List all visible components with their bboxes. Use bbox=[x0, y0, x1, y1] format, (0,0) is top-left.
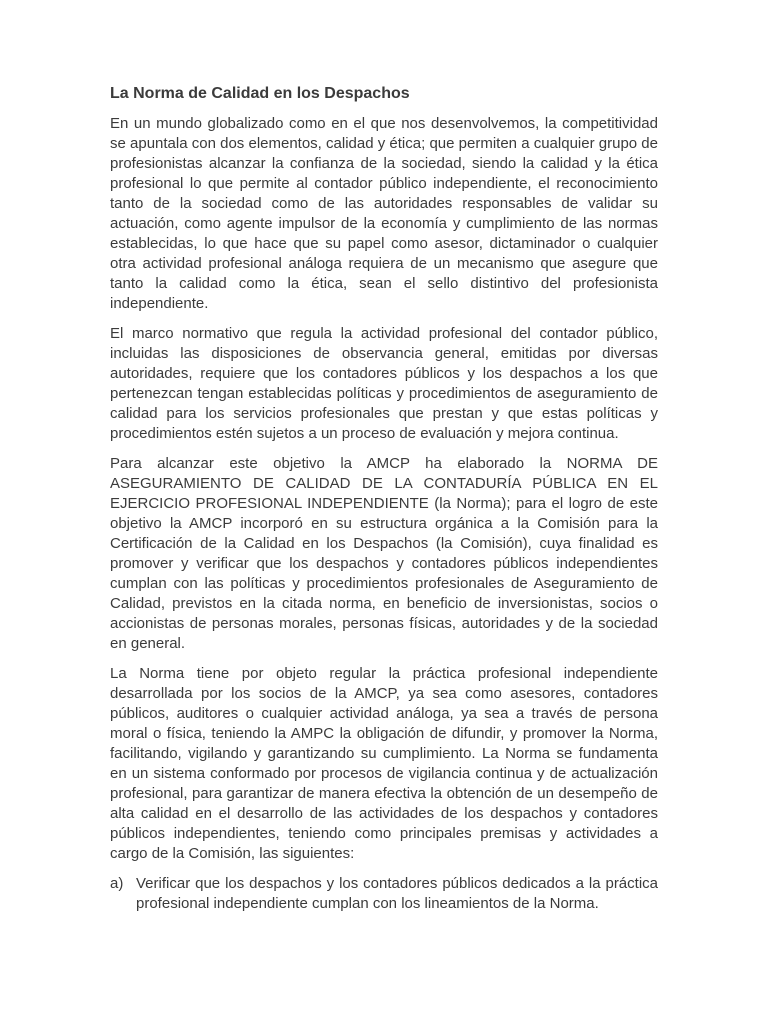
paragraph-2: El marco normativo que regula la actividad profesional del contador público, incluidas las disposiciones de observancia general, emitidas por diversas autoridades, requiere que los contadores públicos y los despachos a los que pertenezcan tengan establecidas políticas y procedimientos de aseguramiento de calidad para los servicios profesionales que prestan y que estas políticas y procedimientos estén sujetos a un proceso de evaluación y mejora continua. bbox=[110, 325, 658, 442]
list-item-a-text: Verificar que los despachos y los contadores públicos dedicados a la práctica profesional independiente cumplan con los lineamientos de la Norma. bbox=[136, 875, 658, 912]
document-title: La Norma de Calidad en los Despachos bbox=[110, 85, 410, 102]
paragraph-4: La Norma tiene por objeto regular la práctica profesional independiente desarrollada por los socios de la AMCP, ya sea como asesores, contadores públicos, auditores o cualquier actividad análoga, ya sea a través de persona moral o física, teniendo la AMPC la obligación de difundir, y promover la Norma, facilitando, vigilando y garantizando su cumplimiento. La Norma se fundamenta en un sistema conformado por procesos de vigilancia continua y de actualización profesional, para garantizar de manera efectiva la obtención de un desempeño de alta calidad en el desarrollo de las actividades de los despachos y contadores públicos independientes, teniendo como principales premisas y actividades a cargo de la Comisión, las siguientes: bbox=[110, 665, 658, 862]
paragraph-3: Para alcanzar este objetivo la AMCP ha elaborado la NORMA DE ASEGURAMIENTO DE CALIDAD DE LA CONTADURÍA PÚBLICA EN EL EJERCICIO PROFESIONAL INDEPENDIENTE (la Norma); para el logro de este objetivo la AMCP incorporó en su estructura orgánica a la Comisión para la Certificación de la Calidad en los Despachos (la Comisión), cuya finalidad es promover y verificar que los despachos y contadores públicos independientes cumplan con las políticas y procedimientos profesionales de Aseguramiento de Calidad, previstos en la citada norma, en beneficio de inversionistas, socios o accionistas de personas morales, personas físicas, autoridades y de la sociedad en general. bbox=[110, 455, 658, 652]
list-item-a bbox=[110, 874, 658, 914]
paragraph-1: En un mundo globalizado como en el que nos desenvolvemos, la competitividad se apuntala con dos elementos, calidad y ética; que permiten a cualquier grupo de profesionistas alcanzar la confianza de la sociedad, siendo la calidad y la ética profesional lo que permite al contador público independiente, el reconocimiento tanto de la sociedad como de las autoridades responsables de validar su actuación, como agente impulsor de la economía y cumplimiento de las normas establecidas, lo que hace que su papel como asesor, dictaminador o cualquier otra actividad profesional análoga requiera de un mecanismo que asegure que tanto la calidad como la ética, sean el sello distintivo del profesionista independiente. bbox=[110, 115, 658, 312]
list-item-a-marker: a) bbox=[110, 875, 124, 892]
